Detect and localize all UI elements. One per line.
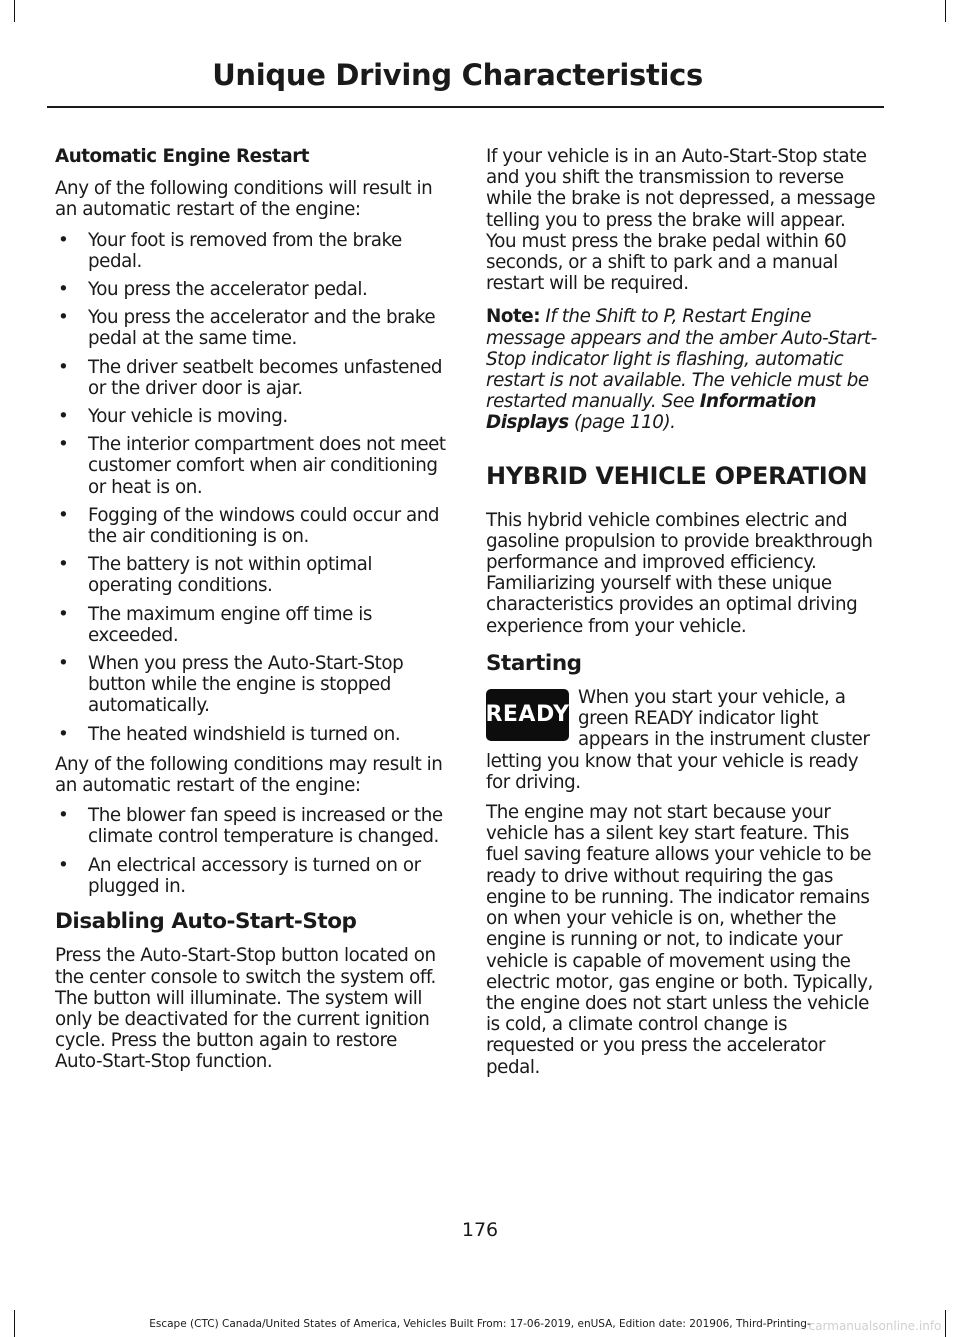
silent-key-text: The engine may not start because your vehicle has a silent key start feature. This fuel saving feature allows your vehicle to be ready to drive without requiring the gas engine to be running. The indicator remains on when your vehicle is on, whether the engine is running or not, to indicate your vehicle is capable of movement using the electric motor, gas engine or both. Typically, the engine does not start unless the vehicle is cold, a climate control change is requested or you press the accelerator pedal.	[486, 802, 873, 1078]
bullet-icon: •	[58, 229, 69, 251]
will-restart-list	[55, 230, 447, 745]
bullet-icon: •	[58, 805, 69, 827]
bullet-icon: •	[58, 307, 69, 329]
bullet-icon: •	[58, 603, 69, 625]
page-number: 176	[461, 1219, 499, 1241]
note-paragraph	[486, 306, 878, 433]
crop-mark-top-left	[14, 0, 15, 22]
right-column	[486, 146, 878, 1087]
starting-paragraph	[486, 687, 878, 793]
bullet-icon: •	[58, 653, 69, 675]
bullet-icon: •	[58, 406, 69, 428]
ready-indicator-icon: READY	[486, 689, 569, 741]
bullet-icon: •	[58, 356, 69, 378]
watermark: carmanualsonline.info	[808, 1319, 942, 1333]
header-divider	[47, 106, 884, 108]
disabling-text: Press the Auto-Start-Stop button located on the center console to switch the system off. The button will illuminate. The system will only be deactivated for the current ignition cycle. Press the button again to restore Auto-Start-Stop function.	[55, 945, 436, 1073]
starting-text: When you start your vehicle, a green READY indicator light appears in the instrument cluster letting you know that your vehicle is ready for driving.	[486, 687, 870, 793]
information-displays-link[interactable]: Information Displays	[486, 391, 817, 434]
heading-starting: Starting	[486, 650, 582, 676]
list-item: • The battery is not within optimal operating conditions.	[58, 554, 373, 597]
list-item: • Your vehicle is moving.	[58, 406, 288, 428]
bullet-icon: •	[58, 434, 69, 456]
bullet-icon: •	[58, 554, 69, 576]
list-item: • An electrical accessory is turned on or plugged in.	[58, 854, 421, 897]
left-column	[55, 146, 447, 1082]
intro-may-restart: Any of the following conditions may result in an automatic restart of the engine:	[55, 753, 443, 797]
heading-disabling-auto-start-stop: Disabling Auto-Start-Stop	[55, 909, 357, 935]
reverse-shift-text: If your vehicle is in an Auto-Start-Stop state and you shift the transmission to reverse while the brake is not depressed, a message telling you to press the brake will appear. You must press the brake pedal within 60 seconds, or a shift to park and a manual restart will be required.	[486, 146, 876, 295]
crop-mark-top-right	[945, 0, 946, 22]
bullet-icon: •	[58, 854, 69, 876]
list-item: • The heated windshield is turned on.	[58, 723, 401, 745]
list-item: • The blower fan speed is increased or the climate control temperature is changed.	[58, 805, 443, 848]
may-restart-list	[55, 805, 447, 897]
list-item: • You press the accelerator and the brake pedal at the same time.	[58, 307, 436, 350]
note-label: Note:	[486, 306, 541, 328]
list-item: • The driver seatbelt becomes unfastened or the driver door is ajar.	[58, 356, 443, 399]
bullet-icon: •	[58, 279, 69, 301]
list-item: • When you press the Auto-Start-Stop button while the engine is stopped automatically.	[58, 653, 404, 717]
hybrid-intro-text: This hybrid vehicle combines electric and gasoline propulsion to provide breakthrough performance and improved efficiency. Familiarizing yourself with these unique characteristics provides an optimal driving experience from your vehicle.	[486, 509, 873, 637]
list-item: • The maximum engine off time is exceeded.	[58, 603, 372, 646]
page-title: Unique Driving Characteristics	[212, 58, 703, 92]
bullet-icon: •	[58, 723, 69, 745]
bullet-icon: •	[58, 504, 69, 526]
list-item: • The interior compartment does not meet customer comfort when air conditioning or heat is on.	[58, 434, 446, 498]
heading-automatic-engine-restart: Automatic Engine Restart	[55, 146, 310, 167]
list-item: • You press the accelerator pedal.	[58, 279, 368, 301]
intro-will-restart: Any of the following conditions will result in an automatic restart of the engine:	[55, 178, 433, 221]
footer-text: Escape (CTC) Canada/United States of America, Vehicles Built From: 17-06-2019, enUSA, Edition date: 201906, Third-Printing-	[149, 1318, 811, 1330]
note-page-ref: (page 110).	[568, 412, 676, 434]
note-text: If the Shift to P, Restart Engine message appears and the amber Auto-Start-Stop indicator light is flashing, automatic restart is not available. The vehicle must be restarted manually. See	[486, 306, 877, 413]
list-item: • Your foot is removed from the brake pedal.	[58, 229, 402, 272]
list-item: • Fogging of the windows could occur and the air conditioning is on.	[58, 504, 440, 548]
heading-hybrid-vehicle-operation: HYBRID VEHICLE OPERATION	[486, 461, 868, 490]
